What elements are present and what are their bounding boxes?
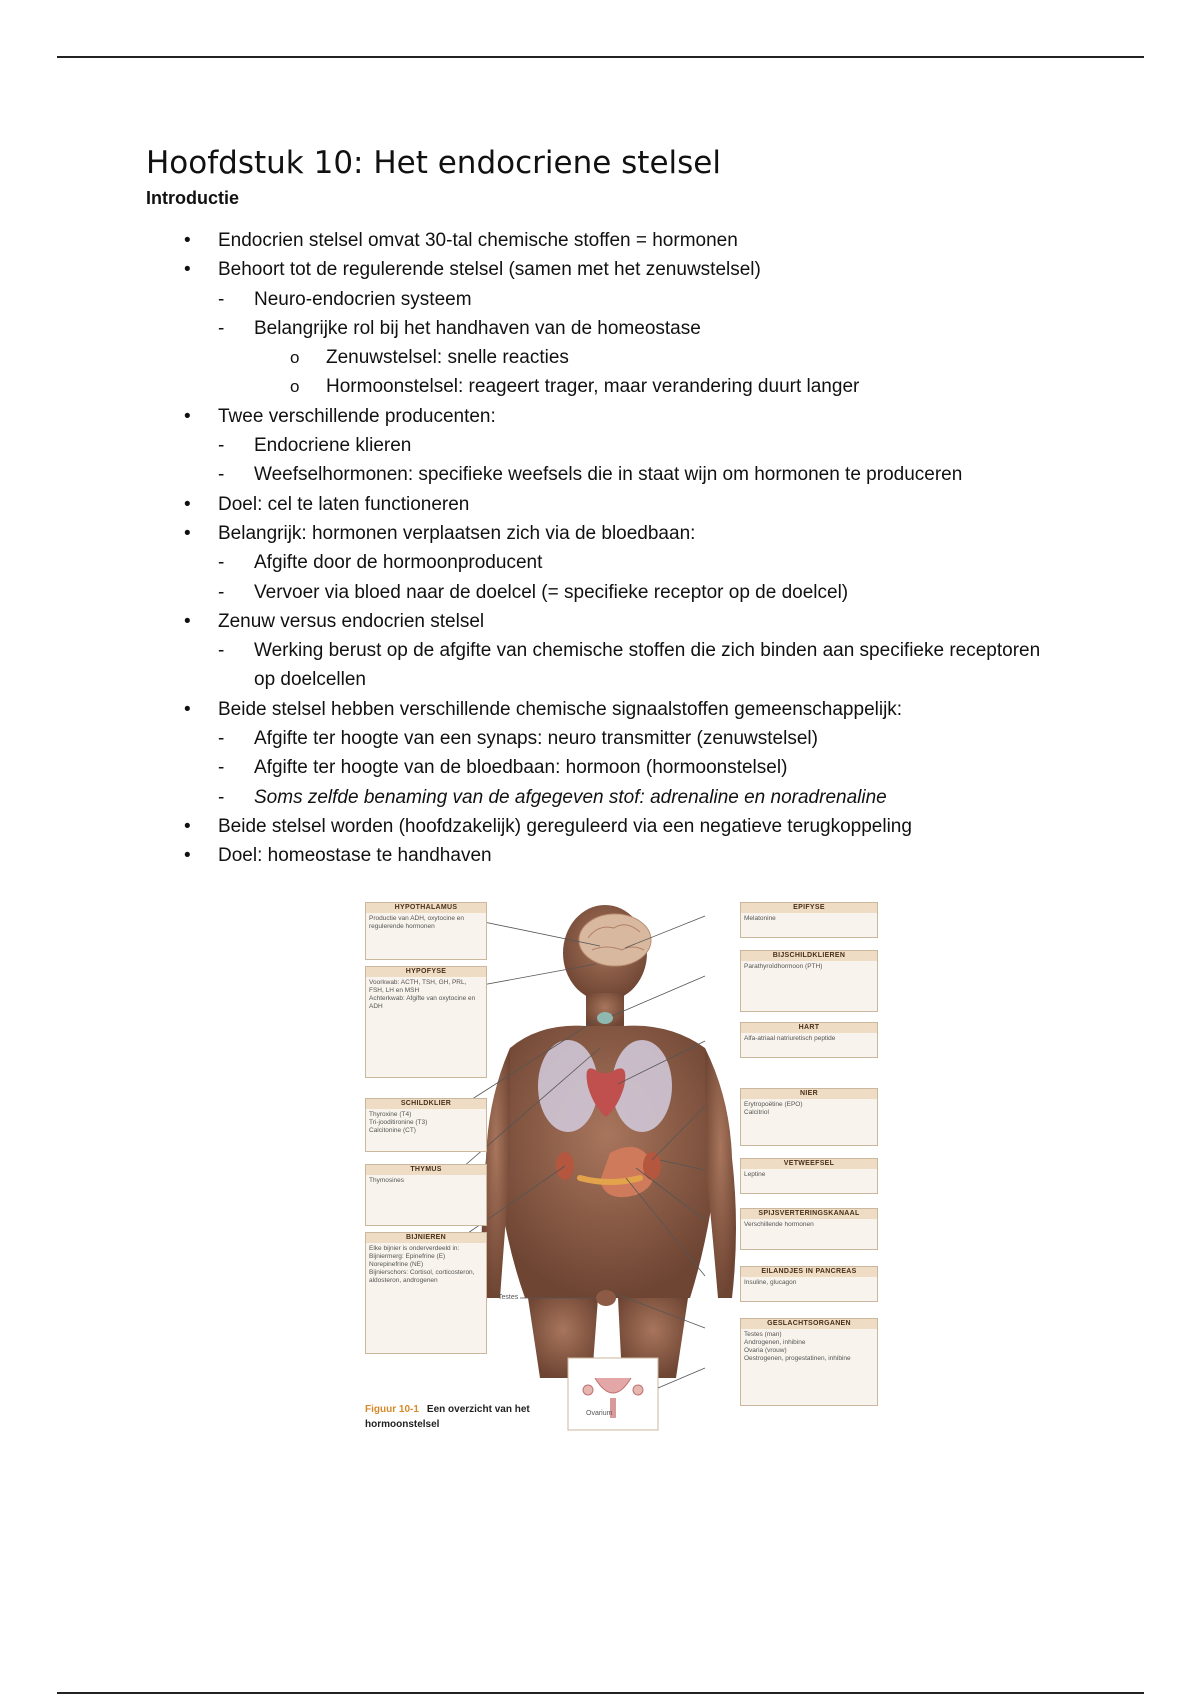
sub-sub-list-item (254, 343, 1046, 372)
circle-bullet-icon: o (290, 377, 300, 397)
sub-list-item (218, 285, 1046, 314)
dash-icon: - (218, 317, 225, 339)
figure-label-body: Testes (man) Androgenen, inhibine Ovaria (vrouw) Oestrogenen, progestatinen, inhibine (744, 1331, 851, 1362)
list-item (146, 490, 1046, 519)
sub-list-item-text: Soms zelfde benaming van de afgegeven stof: adrenaline en noradrenaline (254, 786, 887, 808)
figure-label-body: Alfa-atriaal natriuretisch peptide (744, 1035, 836, 1042)
caption-text: Een overzicht van het hormoonstelsel (365, 1404, 530, 1430)
list-item-text: Behoort tot de regulerende stelsel (samen met het zenuwstelsel) (218, 259, 761, 281)
bullet-icon: • (184, 815, 191, 837)
figure-label-body: Voorkwab: ACTH, TSH, GH, PRL, FSH, LH en MSH Achterkwab: Afgifte van oxytocine en ADH (369, 979, 476, 1010)
sub-list-item-text: Afgifte door de hormoonproducent (254, 552, 543, 574)
document-body (146, 140, 1046, 871)
figure-label-title: SPIJSVERTERINGSKANAAL (741, 1209, 877, 1219)
list-item-text: Twee verschillende producenten: (218, 405, 496, 427)
sub-list-item-text: Werking berust op de afgifte van chemische stoffen die zich binden aan specifieke receptoren op doelcellen (254, 640, 1041, 691)
dash-icon: - (218, 581, 225, 603)
figure-label-title: SCHILDKLIER (366, 1099, 486, 1109)
sub-sub-list-item (254, 372, 1046, 401)
figure-label-body: Elke bijnier is onderverdeeld in: Bijniermerg: Epinefrine (E) Norepinefrine (NE) Bijnierschors: Cortisol, corticosteron, aldosteron, androgenen (369, 1245, 475, 1284)
dash-icon: - (218, 786, 225, 808)
caption-number: Figuur 10-1 (365, 1404, 419, 1415)
bullet-icon: • (184, 610, 191, 632)
dash-icon: - (218, 464, 225, 486)
bullet-list (146, 226, 1046, 871)
ovarium-label: Ovarium (586, 1410, 613, 1417)
figure-label-box (740, 1318, 878, 1406)
list-item-text: Endocrien stelsel omvat 30-tal chemische stoffen = hormonen (218, 230, 738, 251)
figure-label-body: Thyroxine (T4) Tri-jooditironine (T3) Calcitonine (CT) (369, 1111, 428, 1134)
figure-label-box (740, 1022, 878, 1058)
figure-label-box (740, 1208, 878, 1250)
figure-label-box (365, 1164, 487, 1226)
list-item (146, 255, 1046, 401)
figure-label-title: HYPOTHALAMUS (366, 903, 486, 913)
figure-label-title: BIJNIEREN (366, 1233, 486, 1243)
sub-list-item-text: Weefselhormonen: specifieke weefsels die in staat wijn om hormonen te produceren (254, 464, 963, 486)
figure-label-title: VETWEEFSEL (741, 1159, 877, 1169)
list-item (146, 695, 1046, 812)
list-item (146, 402, 1046, 490)
figure-label-box (740, 1088, 878, 1146)
sub-list-item (218, 724, 1046, 753)
list-item-text: Zenuw versus endocrien stelsel (218, 610, 485, 632)
figure-label-title: GESLACHTSORGANEN (741, 1319, 877, 1329)
figure-label-body: Verschillende hormonen (744, 1221, 814, 1228)
testes-label: Testes (498, 1294, 519, 1301)
list-item-text: Doel: homeostase te handhaven (218, 845, 492, 867)
figure-label-body: Melatonine (744, 915, 776, 922)
figure-label-body: Thymosines (369, 1177, 405, 1184)
figure-label-body: Erytropoëtine (EPO) Calcitriol (744, 1101, 803, 1116)
figure-label-title: EPIFYSE (741, 903, 877, 913)
list-item (146, 226, 1046, 255)
dash-icon: - (218, 728, 225, 750)
list-item (146, 841, 1046, 870)
bullet-icon: • (184, 493, 191, 515)
sub-list-item-text: Endocriene klieren (254, 435, 412, 457)
figure-label-title: NIER (741, 1089, 877, 1099)
figure-label-box (365, 1232, 487, 1354)
list-item-text: Belangrijk: hormonen verplaatsen zich via de bloedbaan: (218, 522, 696, 544)
figure-label-title: HYPOFYSE (366, 967, 486, 977)
footer-rule (57, 1692, 1144, 1694)
sub-list-item (218, 460, 1046, 489)
sub-sub-list-item-text: Zenuwstelsel: snelle reacties (326, 347, 569, 369)
figure-label-body: Insuline, glucagon (744, 1279, 797, 1286)
page-title: Hoofdstuk 10: Het endocriene stelsel (146, 145, 721, 181)
figure-label-box (365, 1098, 487, 1152)
figure-label-box (365, 902, 487, 960)
dash-icon: - (218, 288, 225, 310)
figure-label-body: Leptine (744, 1171, 766, 1178)
sub-list-item-text: Afgifte ter hoogte van de bloedbaan: hormoon (hormoonstelsel) (254, 757, 788, 779)
list-item-text: Beide stelsel hebben verschillende chemische signaalstoffen gemeenschappelijk: (218, 698, 903, 720)
bullet-icon: • (184, 230, 191, 251)
sub-list-item-text: Neuro-endocrien systeem (254, 288, 472, 310)
sub-list-item (218, 636, 1046, 695)
figure-caption (365, 1402, 555, 1432)
dash-icon: - (218, 640, 225, 662)
list-item (146, 519, 1046, 607)
dash-icon: - (218, 552, 225, 574)
figure-label-box (365, 966, 487, 1078)
bullet-icon: • (184, 405, 191, 427)
figure-label-box (740, 1158, 878, 1194)
sub-list-item (218, 753, 1046, 782)
sub-sub-list-item-text: Hormoonstelsel: reageert trager, maar verandering duurt langer (326, 376, 860, 398)
sub-list-item (218, 431, 1046, 460)
list-item-text: Beide stelsel worden (hoofdzakelijk) gereguleerd via een negatieve terugkoppeling (218, 815, 912, 837)
figure-label-box (740, 1266, 878, 1302)
list-item-text: Doel: cel te laten functioneren (218, 493, 470, 515)
section-heading: Introductie (146, 188, 239, 208)
figure-label-box (740, 902, 878, 938)
bullet-icon: • (184, 698, 191, 720)
list-item (146, 607, 1046, 695)
figure-label-body: Parathyroïdhormoon (PTH) (744, 963, 823, 970)
bullet-icon: • (184, 259, 191, 281)
figure-label-title: THYMUS (366, 1165, 486, 1175)
figure-label-box (740, 950, 878, 1012)
bullet-icon: • (184, 845, 191, 867)
sub-list-item (218, 783, 1046, 812)
sub-list-item (218, 578, 1046, 607)
sub-list-item (218, 548, 1046, 577)
list-item (146, 812, 1046, 841)
sub-list-item-text: Belangrijke rol bij het handhaven van de homeostase (254, 317, 701, 339)
dash-icon: - (218, 757, 225, 779)
sub-list-item-text: Afgifte ter hoogte van een synaps: neuro transmitter (zenuwstelsel) (254, 728, 818, 750)
sub-list-item-text: Vervoer via bloed naar de doelcel (= specifieke receptor op de doelcel) (254, 581, 849, 603)
header-rule (57, 56, 1144, 58)
circle-bullet-icon: o (290, 348, 300, 368)
figure-label-body: Productie van ADH, oxytocine en regulerende hormonen (369, 915, 465, 930)
endocrine-figure (360, 898, 880, 1438)
figure-label-title: BIJSCHILDKLIEREN (741, 951, 877, 961)
figure-label-title: HART (741, 1023, 877, 1033)
sub-list-item (218, 314, 1046, 402)
dash-icon: - (218, 435, 225, 457)
figure-label-title: EILANDJES IN PANCREAS (741, 1267, 877, 1277)
bullet-icon: • (184, 522, 191, 544)
